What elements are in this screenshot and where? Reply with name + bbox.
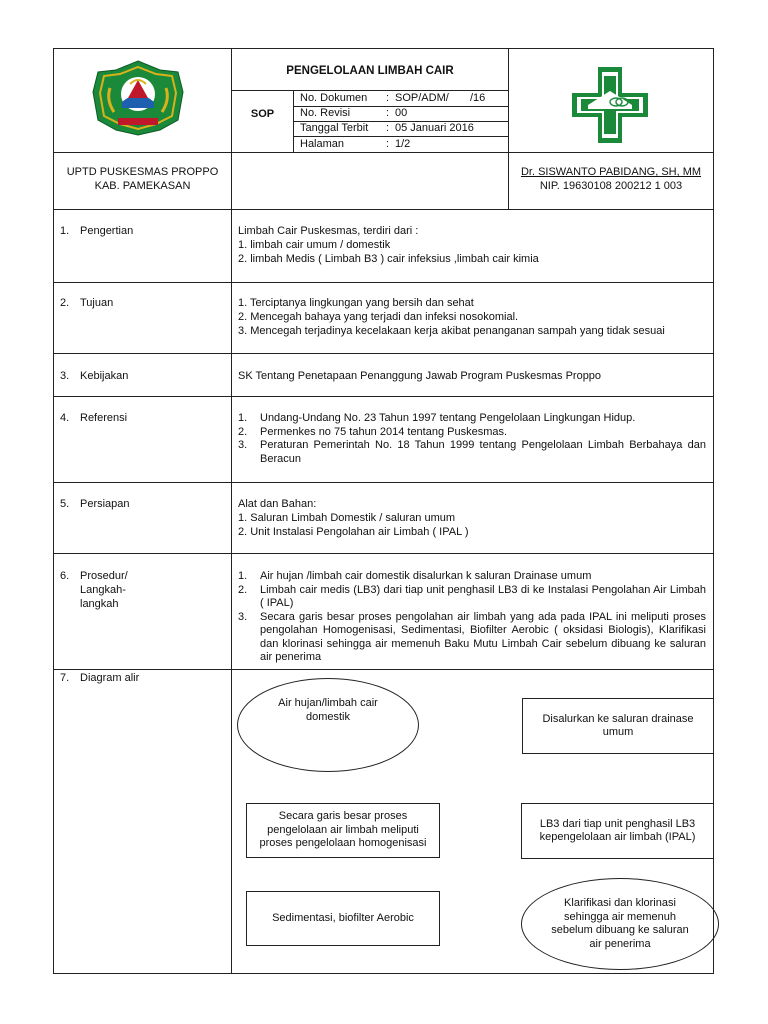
meta-value-tanggal-terbit: 05 Januari 2016 bbox=[395, 122, 474, 134]
prosedur-list bbox=[238, 570, 706, 665]
meta-label-tanggal-terbit: Tanggal Terbit bbox=[300, 122, 369, 134]
meta-label-no-dokumen: No. Dokumen bbox=[300, 92, 368, 104]
pengertian-line: Limbah Cair Puskesmas, terdiri dari : bbox=[238, 225, 419, 237]
sep-3 bbox=[53, 396, 714, 397]
meta-value-halaman: 1/2 bbox=[395, 138, 411, 150]
section-label-kebijakan: Kebijakan bbox=[80, 370, 129, 382]
persiapan-line: 1. Saluran Limbah Domestik / saluran umum bbox=[238, 512, 456, 524]
sep-2 bbox=[53, 353, 714, 354]
puskesmas-logo-icon bbox=[570, 65, 650, 145]
list-item bbox=[238, 426, 706, 440]
meta-sep: : bbox=[386, 122, 390, 134]
list-item bbox=[238, 611, 706, 665]
section-number: 5. bbox=[60, 498, 70, 510]
section-number: 6. bbox=[60, 570, 70, 582]
section-label-prosedur: Langkah- bbox=[80, 584, 126, 596]
section-number: 2. bbox=[60, 297, 70, 309]
org-name: UPTD PUSKESMAS PROPPO bbox=[66, 166, 219, 178]
list-number: 1. bbox=[238, 412, 248, 424]
flow-node-text: Air hujan/limbah cair domestik bbox=[278, 697, 378, 723]
section-number: 3. bbox=[60, 370, 70, 382]
pengertian-line: 2. limbah Medis ( Limbah B3 ) cair infeksius ,limbah cair kimia bbox=[238, 253, 539, 265]
sep-6 bbox=[53, 669, 714, 670]
meta-value-no-revisi: 00 bbox=[395, 107, 408, 119]
section-label-pengertian: Pengertian bbox=[80, 225, 134, 237]
meta-label-no-revisi: No. Revisi bbox=[300, 107, 351, 119]
section-label-referensi: Referensi bbox=[80, 412, 128, 424]
flow-node-text: Disalurkan ke saluran drainase umum bbox=[542, 712, 694, 738]
section-label-prosedur: Prosedur/ bbox=[80, 570, 128, 582]
section-label-persiapan: Persiapan bbox=[80, 498, 130, 510]
persiapan-line: 2. Unit Instalasi Pengolahan air Limbah ( IPAL ) bbox=[238, 526, 469, 538]
pamekasan-emblem-icon bbox=[88, 58, 188, 138]
flow-node-homogenisasi bbox=[246, 803, 440, 858]
list-number: 3. bbox=[238, 610, 248, 623]
list-number: 2. bbox=[238, 583, 248, 596]
list-text: Peraturan Pemerintah No. 18 Tahun 1999 tentang Pengelolaan Limbah Berbahaya dan Beracun bbox=[260, 439, 706, 465]
sep-4 bbox=[53, 482, 714, 483]
list-text: Permenkes no 75 tahun 2014 tentang Puskesmas. bbox=[260, 425, 508, 438]
list-item bbox=[238, 570, 706, 584]
list-text: Air hujan /limbah cair domestik disalurkan k saluran Drainase umum bbox=[260, 570, 592, 582]
tujuan-line: 2. Mencegah bahaya yang terjadi dan infeksi nosokomial. bbox=[238, 311, 519, 323]
org-regency: KAB. PAMEKASAN bbox=[94, 180, 191, 192]
signer-name: Dr. SISWANTO PABIDANG, SH, MM bbox=[520, 166, 702, 178]
section-number: 7. bbox=[60, 672, 70, 684]
sep-1 bbox=[53, 282, 714, 283]
flow-node-sedimentasi bbox=[246, 891, 440, 946]
section-label-diagram: Diagram alir bbox=[80, 672, 140, 684]
list-item bbox=[238, 412, 706, 426]
header-line bbox=[53, 152, 714, 153]
list-number: 3. bbox=[238, 439, 248, 451]
flow-node-start bbox=[237, 678, 419, 772]
list-text: Secara garis besar proses pengolahan air limbah yang ada pada IPAL ini meliputi proses pengolahan Homogenisasi, Sedimentasi, Biofilter Aerobic ( oksidasi Biologis), Klarifikasi dan klorinasi sehingga air memenuh Baku Mutu Limbah Cair sebelum dibuang ke saluran air penerima bbox=[260, 610, 706, 663]
meta-sep: : bbox=[386, 92, 390, 104]
signer-nip: NIP. 19630108 200212 1 003 bbox=[539, 180, 683, 192]
flow-node-drainage bbox=[522, 698, 714, 754]
list-item bbox=[238, 584, 706, 611]
kebijakan-text: SK Tentang Penetapaan Penanggung Jawab Program Puskesmas Proppo bbox=[238, 370, 602, 382]
tujuan-line: 3. Mencegah terjadinya kecelakaan kerja akibat penanganan sampah yang tidak sesuai bbox=[238, 325, 665, 337]
sep-5 bbox=[53, 553, 714, 554]
org-line bbox=[53, 209, 714, 210]
meta-label-halaman: Halaman bbox=[300, 138, 345, 150]
sop-label: SOP bbox=[250, 108, 275, 120]
flow-node-end bbox=[521, 878, 719, 970]
flow-node-lb3 bbox=[521, 803, 714, 859]
frame-top bbox=[53, 48, 714, 49]
section-number: 1. bbox=[60, 225, 70, 237]
pengertian-line: 1. limbah cair umum / domestik bbox=[238, 239, 391, 251]
document-title: PENGELOLAAN LIMBAH CAIR bbox=[286, 65, 454, 77]
tujuan-line: 1. Terciptanya lingkungan yang bersih dan sehat bbox=[238, 297, 474, 309]
section-label-tujuan: Tujuan bbox=[80, 297, 114, 309]
meta-value-no-dokumen: SOP/ADM/ bbox=[395, 92, 449, 104]
flow-node-text: Klarifikasi dan klorinasi sehingga air memenuh sebelum dibuang ke saluran air penerima bbox=[551, 897, 689, 950]
meta-sep: : bbox=[386, 138, 390, 150]
frame-bottom bbox=[53, 973, 714, 974]
meta-extra-no-dokumen: /16 bbox=[470, 92, 486, 104]
flow-node-text: Sedimentasi, biofilter Aerobic bbox=[272, 911, 414, 924]
list-text: Undang-Undang No. 23 Tahun 1997 tentang Pengelolaan Lingkungan Hidup. bbox=[260, 412, 636, 424]
title-underline bbox=[231, 90, 508, 91]
col-divider bbox=[231, 48, 232, 974]
list-number: 2. bbox=[238, 425, 248, 438]
flow-node-text: LB3 dari tiap unit penghasil LB3 kepengelolaan air limbah (IPAL) bbox=[539, 817, 696, 843]
section-label-prosedur: langkah bbox=[80, 598, 119, 610]
flow-node-text: Secara garis besar proses pengelolaan air limbah meliputi proses pengelolaan homogenisasi bbox=[259, 810, 427, 850]
list-item bbox=[238, 439, 706, 466]
list-text: Limbah cair medis (LB3) dari tiap unit penghasil LB3 di ke Instalasi Pengolahan Air Limbah ( IPAL) bbox=[260, 583, 706, 609]
section-number: 4. bbox=[60, 412, 70, 424]
meta-row-line-3 bbox=[293, 136, 508, 137]
referensi-list bbox=[238, 412, 706, 466]
persiapan-line: Alat dan Bahan: bbox=[238, 498, 317, 510]
meta-sep: : bbox=[386, 107, 390, 119]
list-number: 1. bbox=[238, 570, 248, 582]
